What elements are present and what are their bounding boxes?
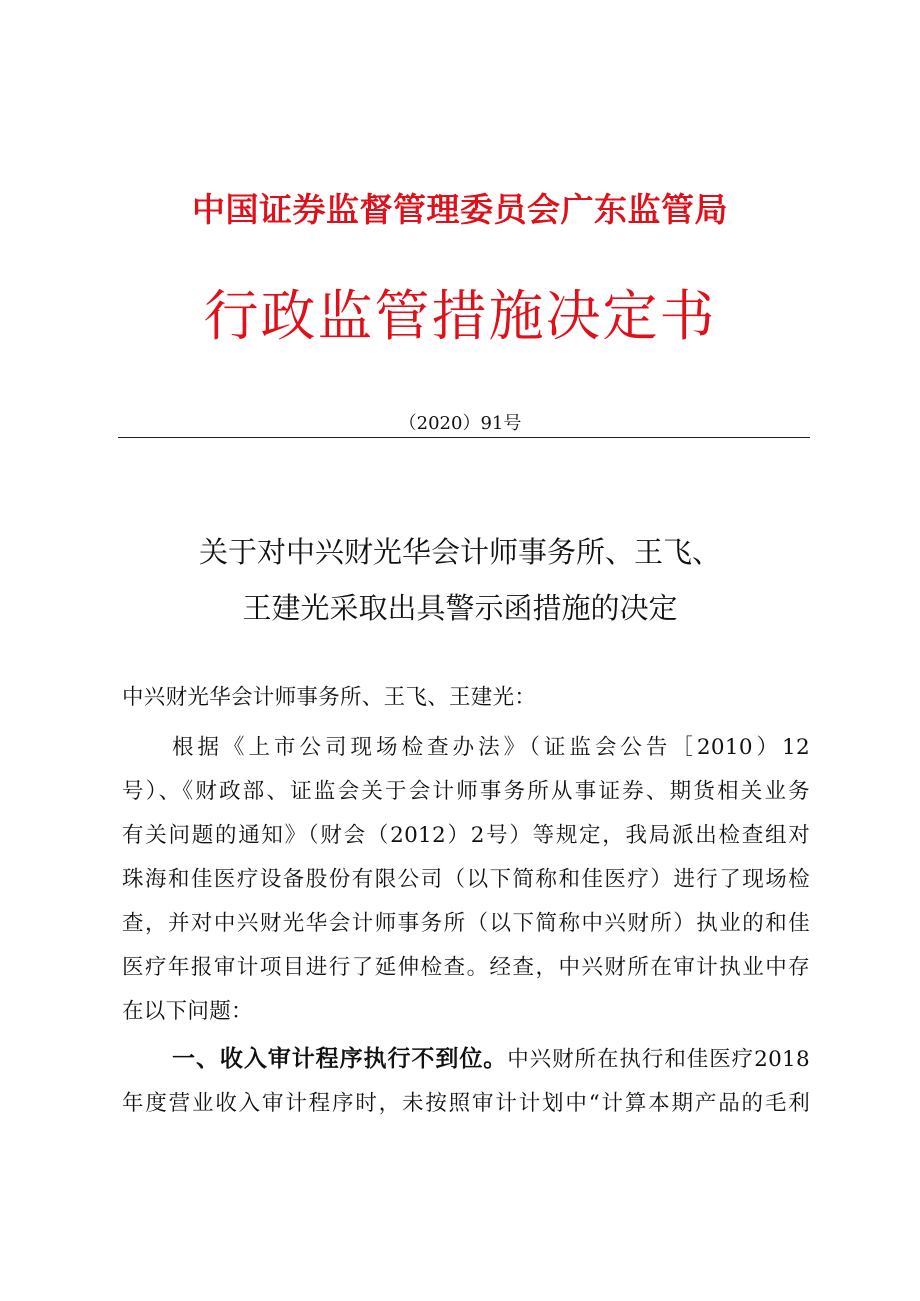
paragraph-line: 珠海和佳医疗设备股份有限公司（以下简称和佳医疗）进行了现场检 bbox=[122, 867, 810, 892]
subject-line-1: 关于对中兴财光华会计师事务所、王飞、 bbox=[198, 535, 721, 569]
section-1-heading: 一、收入审计程序执行不到位。 bbox=[172, 1046, 508, 1072]
paragraph-line: 查，并对中兴财光华会计师事务所（以下简称中兴财所）执业的和佳 bbox=[122, 911, 810, 936]
document-number: （2020）91号 bbox=[398, 413, 522, 434]
section-1-text: 中兴财所在执行和佳医疗2018 bbox=[507, 1047, 811, 1072]
agency-name: 中国证券监督管理委员会广东监管局 bbox=[192, 190, 728, 229]
paragraph-line: 根据《上市公司现场检查办法》（证监会公告［2010）12 bbox=[172, 735, 810, 760]
subject-line-2: 王建光采取出具警示函措施的决定 bbox=[242, 591, 678, 625]
paragraph-line: 医疗年报审计项目进行了延伸检查。经查，中兴财所在审计执业中存 bbox=[122, 955, 810, 980]
addressee: 中兴财光华会计师事务所、王飞、王建光： bbox=[122, 685, 537, 710]
paragraph-line: 号）、《财政部、证监会关于会计师事务所从事证券、期货相关业务 bbox=[122, 779, 810, 804]
header-divider bbox=[118, 437, 810, 438]
section-1-first-line bbox=[172, 1040, 810, 1073]
paragraph-line: 在以下问题： bbox=[122, 999, 253, 1024]
paragraph-line: 年度营业收入审计程序时，未按照审计计划中“计算本期产品的毛利 bbox=[122, 1091, 810, 1116]
paragraph-line: 有关问题的通知》（财会（2012）2号）等规定，我局派出检查组对 bbox=[122, 823, 810, 848]
document-title: 行政监管措施决定书 bbox=[203, 284, 717, 348]
